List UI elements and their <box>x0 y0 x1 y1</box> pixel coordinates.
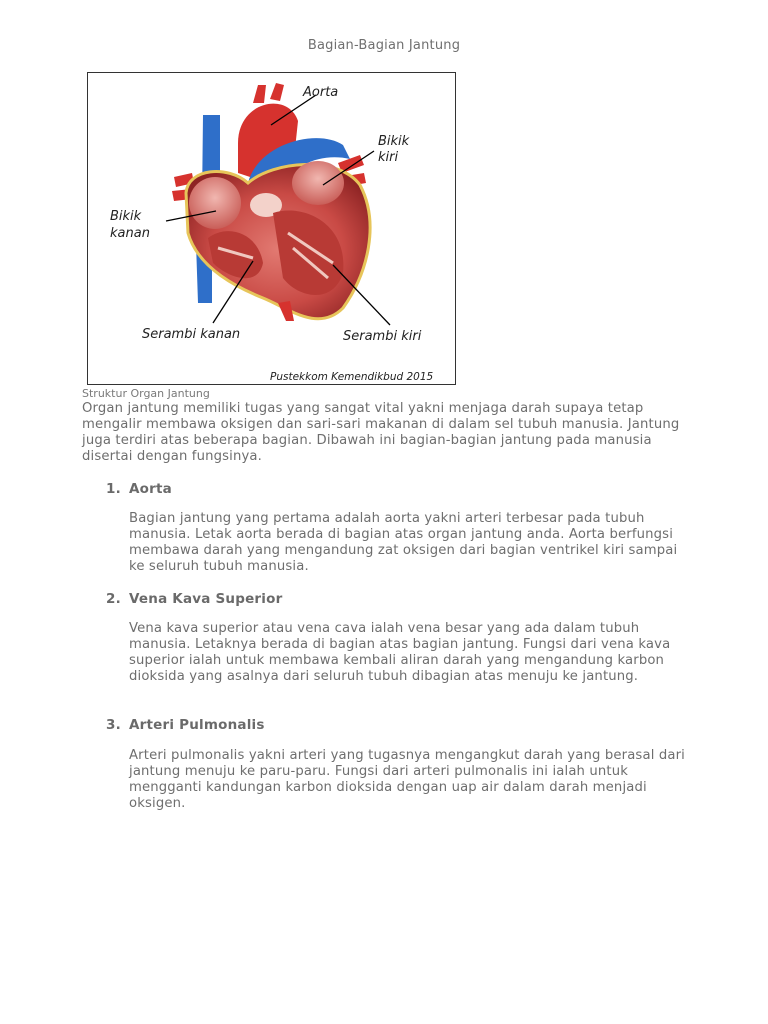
section-heading-arteri-pulmonalis <box>106 717 265 733</box>
section-heading-vena-kava-superior <box>106 591 282 607</box>
label-serambi-kiri: Serambi kiri <box>343 329 422 344</box>
section-body-vena-kava-superior: Vena kava superior atau vena cava ialah vena besar yang ada dalam tubuh manusia. Letaknya berada di bagian atas bagian jantung. Fungsi dari vena kava superior ialah untuk membawa kembali aliran darah yang mengandung karbon dioksida yang asalnya dari seluruh tubuh dibagian atas menuju ke jantung. <box>129 621 671 684</box>
label-bikik-kiri-1: Bikik <box>378 134 410 149</box>
left-atrium-shape <box>292 161 344 205</box>
intro-paragraph: Organ jantung memiliki tugas yang sangat vital yakni menjaga darah supaya tetap mengalir membawa oksigen dan sari-sari makanan di dalam sel tubuh manusia. Jantung juga terdiri atas beberapa bagian. Dibawah ini bagian-bagian jantung pada manusia disertai dengan fungsinya. <box>82 401 680 464</box>
section-title: Aorta <box>129 481 172 497</box>
section-title: Arteri Pulmonalis <box>129 717 265 733</box>
heart-illustration <box>88 73 455 384</box>
label-bikik-kanan-2: kanan <box>110 226 150 241</box>
section-number: 3. <box>106 717 121 733</box>
figure-credit: Pustekkom Kemendikbud 2015 <box>270 371 434 383</box>
heart-diagram-figure <box>87 72 456 385</box>
section-heading-aorta <box>106 481 172 497</box>
label-aorta: Aorta <box>303 85 339 100</box>
label-bikik-kanan-1: Bikik <box>110 209 142 224</box>
right-atrium-shape <box>189 177 241 229</box>
section-title: Vena Kava Superior <box>129 591 283 607</box>
label-serambi-kanan: Serambi kanan <box>142 327 241 342</box>
figure-caption: Struktur Organ Jantung <box>82 387 210 400</box>
label-bikik-kiri-2: kiri <box>378 150 399 165</box>
section-number: 1. <box>106 481 121 497</box>
section-body-arteri-pulmonalis: Arteri pulmonalis yakni arteri yang tugasnya mengangkut darah yang berasal dari jantung menuju ke paru-paru. Fungsi dari arteri pulmonalis ini ialah untuk mengganti kandungan karbon dioksida dengan uap air dalam darah menjadi oksigen. <box>129 748 685 811</box>
section-body-aorta: Bagian jantung yang pertama adalah aorta yakni arteri terbesar pada tubuh manusia. Letak aorta berada di bagian atas organ jantung anda. Aorta berfungsi membawa darah yang mengandung zat oksigen dari bagian ventrikel kiri sampai ke seluruh tubuh manusia. <box>129 511 678 574</box>
page-title: Bagian-Bagian Jantung <box>307 38 461 53</box>
section-number: 2. <box>106 591 121 607</box>
